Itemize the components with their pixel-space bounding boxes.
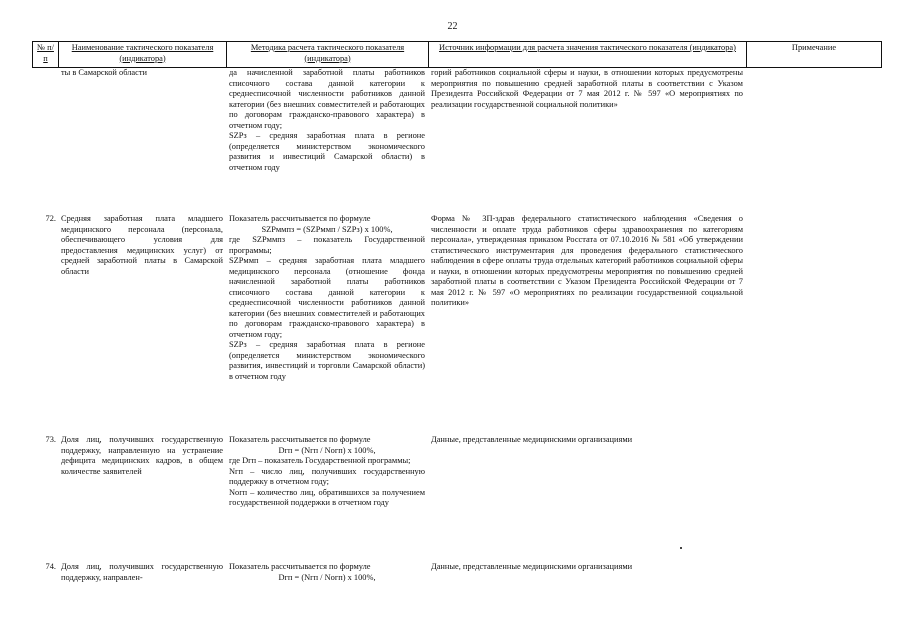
scan-speck: [680, 547, 682, 549]
table-row: [32, 435, 882, 509]
row-num: 73.: [45, 435, 56, 444]
row-note: [746, 435, 882, 509]
row-name: ты в Самарской области: [61, 68, 147, 77]
row-source: горий работников социальной сферы и науки, в отношении которых предусмотрены мероприятия по повышению средней заработной платы в соответствии с Указом Президента Российской Федерации от 7 мая 2012 г. № 597 «О мероприятиях по реализации государственной социальной политики»: [431, 68, 743, 109]
row-method: Показатель рассчитывается по формуле Dгп = (Nгп / Nогп) х 100%,: [229, 562, 376, 582]
row-source: Данные, представленные медицинскими организациями: [431, 435, 633, 444]
row-num: 72.: [45, 214, 56, 223]
row-name: Доля лиц, получивших государственную поддержку, направленную на устранение дефицита медицинских кадров, в общем количестве заявителей: [61, 435, 223, 476]
row-source: Форма № ЗП-здрав федерального статистического наблюдения «Сведения о численности и оплате труда работников сферы здравоохранения по категориям персонала», утвержденная приказом Росстата от 07.10.2016 № 581 «Об утверждении статистического инструментария для проведения федерального статистического наблюдения в сфере оплаты труда отдельных категорий работников социальной сферы и науки, в отношении которых предусмотрены мероприятия по повышению средней заработной платы в соответствии с Указом Президента Российской Федерации от 7 мая 2012 г. № 597 «О мероприятиях по реализации государственной социальной политики»: [431, 214, 743, 307]
table-row: [32, 562, 882, 583]
row-name: Средняя заработная плата младшего медицинского персонала (персонала, обеспечивающего условия для предоставления медицинских услуг) от средней заработной платы в Самарской области: [61, 214, 223, 276]
row-method: Показатель рассчитывается по формуле Dгп = (Nгп / Nогп) х 100%, где Dгп – показатель Государственной программы; Nгп – число лиц, получивших государственную поддержку в отчетном году; Nогп – количество лиц, обратившихся за получением государственной поддержки в отчетном году: [229, 435, 425, 507]
table-header: [32, 41, 882, 68]
page-number: 22: [447, 21, 458, 32]
header-note: Примечание: [746, 42, 882, 67]
header-num: № п/п: [32, 42, 58, 67]
header-source: Источник информации для расчета значения тактического показателя (индикатора): [428, 42, 746, 67]
row-source: Данные, представленные медицинскими организациями: [431, 562, 633, 571]
table-row: [32, 68, 882, 173]
header-name: Наименование тактического показателя (индикатора): [58, 42, 226, 67]
row-num: [32, 68, 58, 173]
table-row: [32, 214, 882, 382]
row-num: 74.: [45, 562, 56, 571]
row-note: [746, 562, 882, 583]
row-method: Показатель рассчитывается по формуле SZPммпз = (SZPммп / SZPз) х 100%, где SZPммпз – показатель Государственной программы; SZPммп – средняя заработная плата младшего медицинского персонала (отношение фонда начисленной заработной платы работников списочного состава данной категории к среднесписочной численности работников данной категории (без внешних совместителей и работающих по договорам гражданско-правового характера) в отчетном году; SZPз – средняя заработная плата в регионе (определяется министерством экономического развития, инвестиций и торговли Самарской области) в отчетном году: [229, 214, 425, 381]
header-method: Методика расчета тактического показателя (индикатора): [226, 42, 428, 67]
row-note: [746, 68, 882, 173]
row-note: [746, 214, 882, 382]
row-method: да начисленной заработной платы работников списочного состава данной категории к среднесписочной численности работников данной категории (без внешних совместителей и работающих по договорам гражданско-правового характера) в отчетном году; SZPз – средняя заработная плата в регионе (определяется министерством экономического развития и инвестиций Самарской области) в отчетном году: [229, 68, 425, 172]
row-name: Доля лиц, получивших государственную поддержку, направлен-: [61, 562, 223, 582]
